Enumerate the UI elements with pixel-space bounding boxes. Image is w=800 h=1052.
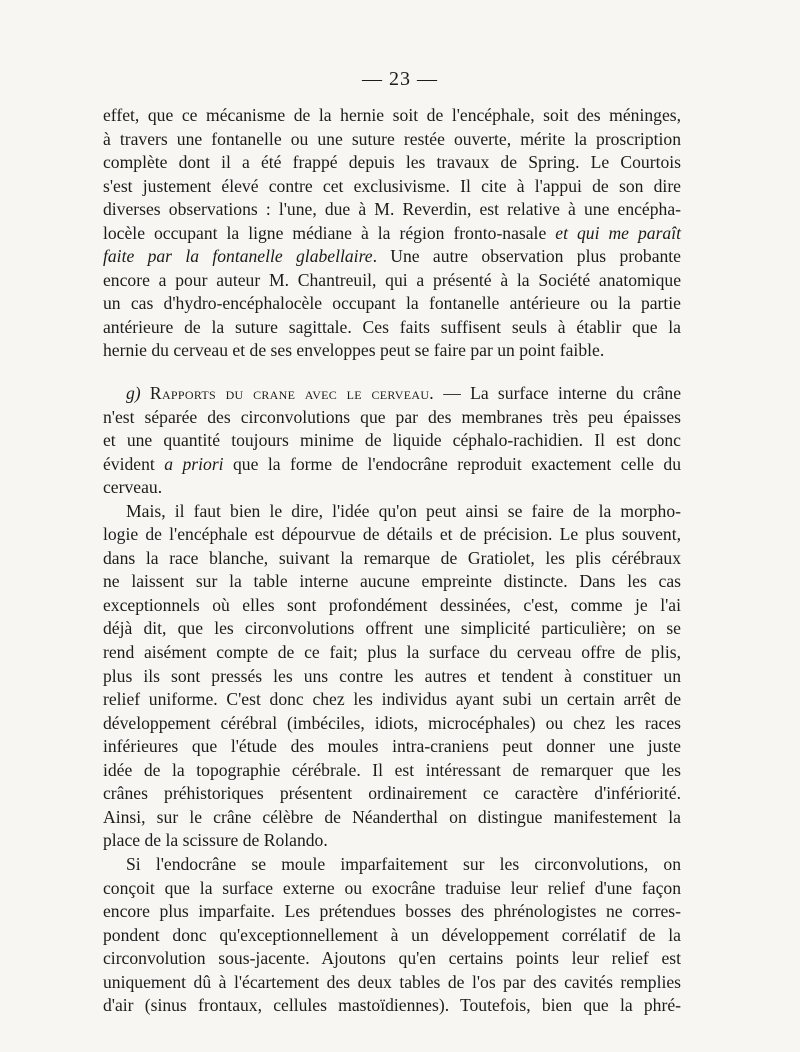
text-fragment: locèle occupant la ligne médiane à la région fronto-nasale — [103, 222, 547, 243]
page-number: — 23 — — [362, 68, 438, 90]
paragraph-4 — [103, 853, 681, 1018]
italic-phrase: faite par la fontanelle glabellaire — [103, 246, 373, 267]
text-line: complète dont il a été frappé depuis les travaux de Spring. Le Courtois — [103, 152, 681, 173]
text-fragment: . Une autre observation plus probante — [372, 246, 681, 267]
text-line: encore a pour auteur M. Chantreuil, qui a présenté à la Société anatomique — [103, 269, 681, 290]
text-line: hernie du cerveau et de ses enveloppes peut se faire par un point faible. — [103, 340, 605, 361]
section-marker: g) — [126, 383, 141, 404]
heading-dash: — — [434, 383, 471, 404]
section-gap — [103, 363, 681, 382]
text-line: pondent donc qu'exceptionnellement à un développement corrélatif de la — [103, 924, 681, 945]
text-line: plus ils sont pressés les uns contre les autres et tendent à constituer un — [103, 665, 681, 686]
text-line: et une quantité toujours minime de liquide céphalo-rachidien. Il est donc — [103, 430, 681, 451]
text-line: encore plus imparfaite. Les prétendues bosses des phrénologistes ne corres- — [103, 901, 681, 922]
text-line: à travers une fontanelle ou une suture restée ouverte, mérite la proscription — [103, 128, 681, 149]
text-line: place de la scissure de Rolando. — [103, 830, 328, 851]
text-line: exceptionnels où elles sont profondément dessinées, c'est, comme je l'ai — [103, 594, 681, 615]
text-line: idée de la topographie cérébrale. Il est intéressant de remarquer que les — [103, 759, 681, 780]
text-line — [103, 382, 681, 406]
text-line: Ainsi, sur le crâne célèbre de Néanderthal on distingue manifestement la — [103, 806, 681, 827]
text-line: un cas d'hydro-encéphalocèle occupant la fontanelle antérieure ou la partie — [103, 293, 681, 314]
text-line: rend aisément compte de ce fait; plus la surface du cerveau offre de plis, — [103, 642, 681, 663]
text-line — [103, 222, 681, 246]
text-line: antérieure de la suture sagittale. Ces faits suffisent seuls à établir que la — [103, 316, 681, 337]
italic-phrase: et qui me paraît — [555, 222, 681, 243]
text-line: développement cérébral (imbéciles, idiots, microcéphales) ou chez les races — [103, 712, 681, 733]
text-line: déjà dit, que les circonvolutions offrent une simplicité particulière; on se — [103, 618, 681, 639]
text-line: crânes préhistoriques présentent ordinairement ce caractère d'infériorité. — [103, 783, 681, 804]
body-text — [103, 104, 681, 1018]
text-line — [103, 453, 681, 477]
italic-phrase: a priori — [164, 453, 224, 474]
text-line: Si l'endocrâne se moule imparfaitement sur les circonvolutions, on — [126, 853, 681, 874]
text-line: d'air (sinus frontaux, cellules mastoïdiennes). Toutefois, bien que la phré- — [103, 995, 681, 1016]
text-line: dans la race blanche, suivant la remarque de Gratiolet, les plis cérébraux — [103, 547, 681, 568]
paragraph-1 — [103, 104, 681, 363]
text-line: ne laissent sur la table interne aucune empreinte distincte. Dans les cas — [103, 571, 681, 592]
text-line: effet, que ce mécanisme de la hernie soit de l'encéphale, soit des méninges, — [103, 105, 681, 125]
text-line — [103, 245, 681, 269]
text-line: uniquement dû à l'écartement des deux tables de l'os par des cavités remplies — [103, 971, 681, 992]
paragraph-2 — [103, 382, 681, 500]
section-heading: Rapports du crane avec le cerveau. — [149, 383, 434, 404]
text-line: n'est séparée des circonvolutions que par des membranes très peu épaisses — [103, 406, 681, 427]
text-fragment: La surface interne du crâne — [470, 383, 682, 404]
text-fragment: que la forme de l'endocrâne reproduit exactement celle du — [223, 453, 681, 474]
text-line: conçoit que la surface externe ou exocrâne traduise leur relief d'une façon — [103, 877, 681, 898]
text-line: circonvolution sous-jacente. Ajoutons qu'en certains points leur relief est — [103, 948, 681, 969]
text-line: inférieures que l'étude des moules intra-craniens peut donner une juste — [103, 736, 681, 757]
text-line: s'est justement élevé contre cet exclusivisme. Il cite à l'appui de son dire — [103, 175, 681, 196]
text-line: logie de l'encéphale est dépourvue de détails et de précision. Le plus souvent, — [103, 524, 681, 545]
text-line: diverses observations : l'une, due à M. Reverdin, est relative à une encépha- — [103, 199, 681, 220]
paragraph-3 — [103, 500, 681, 853]
text-line: Mais, il faut bien le dire, l'idée qu'on peut ainsi se faire de la morpho- — [126, 500, 681, 521]
text-fragment: évident — [103, 453, 155, 474]
text-line: cerveau. — [103, 477, 163, 498]
text-line: relief uniforme. C'est donc chez les individus ayant subi un certain arrêt de — [103, 689, 681, 710]
